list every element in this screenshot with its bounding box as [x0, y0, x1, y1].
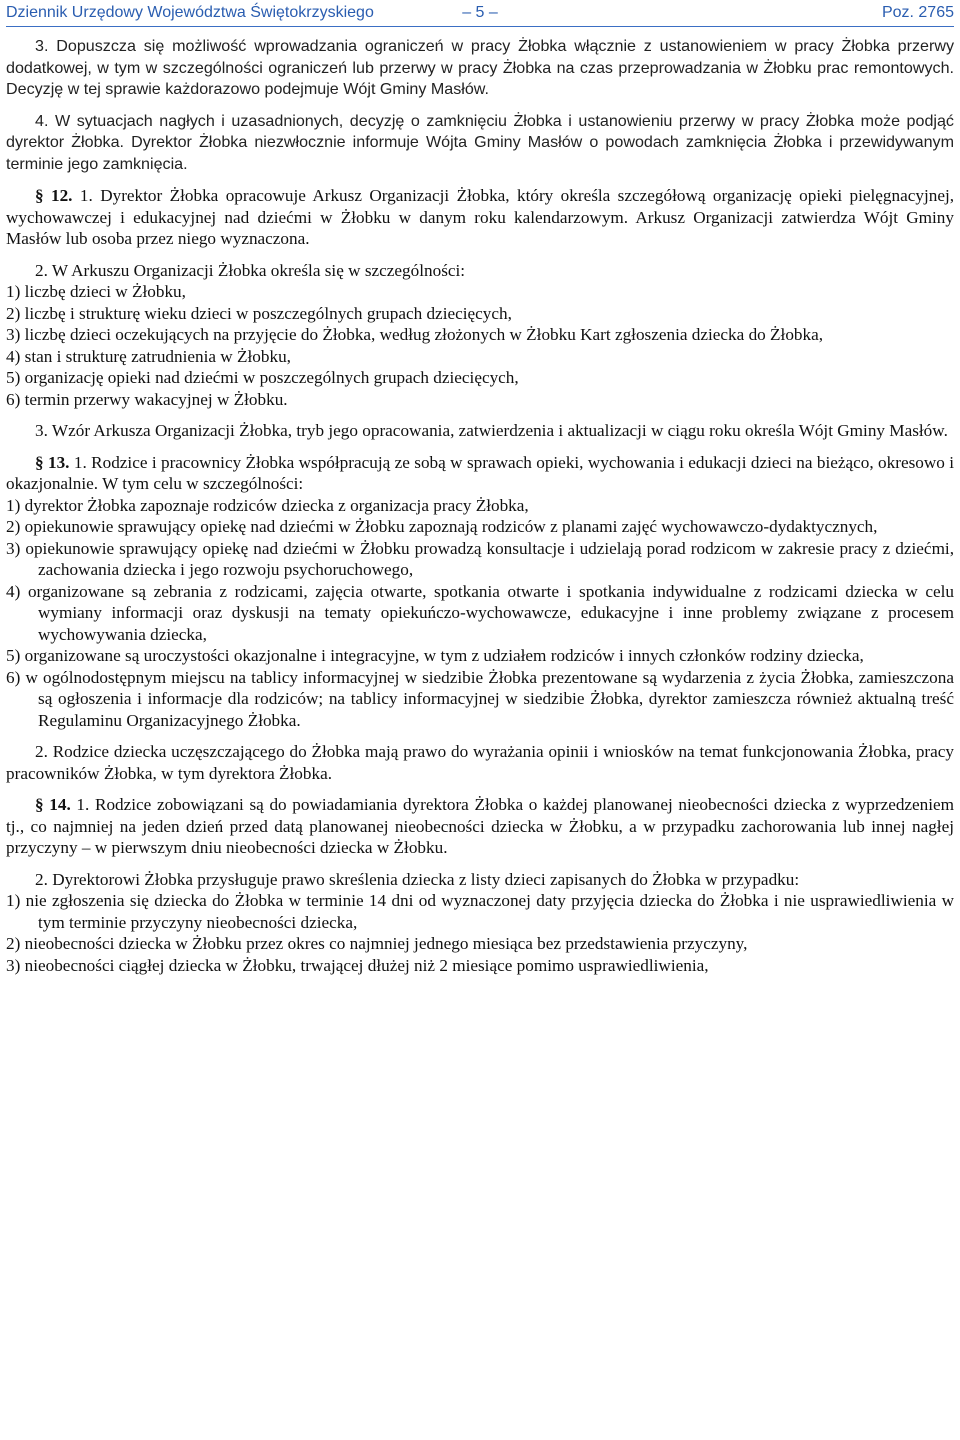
section-13-paragraph-1: [6, 452, 954, 495]
list-item-number: 3): [6, 538, 21, 558]
list-item: [6, 890, 954, 933]
list-item-text: organizowane są uroczystości okazjonalne i integracyjne, w tym z udziałem rodziców i innych członków rodziny dziecka,: [24, 646, 864, 665]
list-item-number: 2): [6, 934, 21, 953]
section-12-paragraph-2: [6, 260, 954, 282]
list-item-number: 2): [6, 303, 21, 323]
list-item: [6, 667, 954, 732]
page-number: – 5 –: [462, 4, 498, 21]
list-item-text: liczbę dzieci w Żłobku,: [24, 282, 186, 301]
list-item: [6, 367, 954, 389]
paragraph-text: Dyrektor Żłobka opracowuje Arkusz Organizacji Żłobka, który określa szczegółową organizację opieki pielęgnacyjnej, wychowawczej i edukacyjnej nad dziećmi w Żłobku w danym roku kalendarzowym. Arkusz Organizacji zatwierdza Wójt Gminy Masłów lub osoba przez niego wyznaczona.: [6, 186, 955, 248]
paragraph-text: Wzór Arkusza Organizacji Żłobka, tryb jego opracowania, zatwierdzenia i aktualizacji w ciągu roku określa Wójt Gminy Masłów.: [51, 421, 948, 440]
list-item: [6, 324, 954, 346]
section-number: § 12.: [35, 186, 73, 205]
list-item-number: 1): [6, 891, 21, 910]
section-number: § 14.: [35, 795, 71, 814]
list-item: [6, 538, 954, 581]
paragraph-s11-4: [6, 111, 954, 176]
paragraph-number: 1.: [76, 795, 90, 814]
list-item-text: organizowane są zebrania z rodzicami, zajęcia otwarte, spotkania otwarte i spotkania indywidualne z rodzicami dziecka w celu wymiany informacji oraz dyskusji na tematy opiekuńczo-wychowawcze, edukacyjne i inne problemy związane z procesem wychowywania dziecka,: [27, 581, 955, 644]
list-item-number: 1): [6, 282, 21, 301]
section-13-list: [6, 495, 954, 732]
list-item-number: 5): [6, 646, 21, 665]
paragraph-text: Rodzice dziecka uczęszczającego do Żłobka mają prawo do wyrażania opinii i wniosków na temat funkcjonowania Żłobka, pracy pracowników Żłobka, w tym dyrektora Żłobka.: [6, 742, 955, 783]
list-item-text: opiekunowie sprawujący opiekę nad dziećmi w Żłobku zapoznają rodziców z planami zajęć wychowawczo-dydaktycznych,: [24, 517, 878, 536]
paragraph-text: Rodzice zobowiązani są do powiadamiania dyrektora Żłobka o każdej planowanej nieobecności dziecka z wyprzedzeniem tj., co najmniej na jeden dzień przed datą planowanej nieobecności dziecka w Żłobku, a w przypadku zachorowania lub innej nagłej przyczyny – w pierwszym dniu nieobecności dziecka w Żłobku.: [6, 795, 955, 857]
list-item: [6, 933, 954, 955]
list-item-number: 6): [6, 389, 21, 409]
paragraph-text: Dyrektorowi Żłobka przysługuje prawo skreślenia dziecka z listy dzieci zapisanych do Żłobka w przypadku:: [52, 869, 800, 889]
list-item: [6, 281, 954, 303]
section-12-paragraph-3: [6, 420, 954, 442]
section-12-list: [6, 281, 954, 410]
document-body: [6, 27, 954, 976]
paragraph-number: 1.: [73, 452, 87, 472]
list-item: [6, 303, 954, 325]
section-14-list: [6, 890, 954, 976]
paragraph-number: 2.: [35, 260, 48, 280]
list-item-number: 2): [6, 517, 21, 536]
list-item-number: 6): [6, 667, 21, 687]
list-item-number: 1): [6, 495, 21, 515]
position-number: Poz. 2765: [881, 4, 954, 21]
paragraph-number: 2.: [35, 742, 48, 761]
list-item: [6, 495, 954, 517]
list-item-text: termin przerwy wakacyjnej w Żłobku.: [24, 389, 288, 409]
list-item: [6, 645, 954, 667]
list-item-text: stan i strukturę zatrudnienia w Żłobku,: [24, 346, 291, 366]
list-item-number: 3): [6, 325, 21, 344]
list-item-number: 5): [6, 368, 21, 387]
list-item: [6, 389, 954, 411]
list-item-text: liczbę dzieci oczekujących na przyjęcie do Żłobka, według złożonych w Żłobku Kart zgłoszenia dziecka do Żłobka,: [24, 325, 824, 344]
list-item: [6, 581, 954, 646]
list-item-text: opiekunowie sprawujący opiekę nad dziećmi w Żłobku prowadzą konsultacje i udzielają porad rodzicom w zakresie pracy z dziećmi, zachowania dziecka i jego rozwoju psychoruchowego,: [25, 538, 955, 579]
paragraph-number: 1.: [79, 186, 93, 205]
paragraph-s11-3: [6, 36, 954, 101]
list-item-number: 4): [6, 581, 21, 601]
section-13-paragraph-2: [6, 741, 954, 784]
paragraph-number: 3.: [35, 421, 48, 440]
paragraph-text: Dopuszcza się możliwość wprowadzania ograniczeń w pracy Żłobka włącznie z ustanowieniem w pracy Żłobka przerwy dodatkowej, w tym w szczególności ograniczeń lub przerwy w pracy Żłobka na czas przeprowadzania w Żłobku prac remontowych. Decyzję w tej sprawie każdorazowo podejmuje Wójt Gminy Masłów.: [6, 37, 954, 98]
list-item: [6, 516, 954, 538]
page-header: [6, 0, 954, 27]
paragraph-number: 3.: [35, 37, 49, 55]
list-item-number: 4): [6, 346, 21, 366]
paragraph-text: Rodzice i pracownicy Żłobka współpracują ze sobą w sprawach opieki, wychowania i edukacji dzieci na bieżąco, okresowo i okazjonalnie. W tym celu w szczególności:: [6, 452, 955, 493]
journal-title: Dziennik Urzędowy Województwa Świętokrzyskiego: [6, 4, 374, 21]
paragraph-number: 4.: [35, 111, 49, 130]
section-12-paragraph-1: [6, 185, 954, 250]
list-item: [6, 955, 954, 977]
section-number: § 13.: [35, 452, 70, 472]
section-14-paragraph-1: [6, 794, 954, 859]
list-item-text: organizację opieki nad dziećmi w poszczególnych grupach dziecięcych,: [24, 368, 519, 387]
list-item-number: 3): [6, 955, 21, 975]
paragraph-number: 2.: [35, 869, 48, 889]
list-item-text: dyrektor Żłobka zapoznaje rodziców dziecka z organizacja pracy Żłobka,: [24, 495, 529, 515]
list-item-text: w ogólnodostępnym miejscu na tablicy informacyjnej w siedzibie Żłobka prezentowane są wydarzenia z życia Żłobka, zamieszczona są ogłoszenia i informacje dla rodziców; na tablicy informacyjnej w siedzibie Żłobka, dyrektor zamieszcza również aktualną treść Regulaminu Organizacyjnego Żłobka.: [25, 667, 955, 730]
list-item-text: liczbę i strukturę wieku dzieci w poszczególnych grupach dziecięcych,: [24, 303, 512, 323]
paragraph-text: W sytuacjach nagłych i uzasadnionych, decyzję o zamknięciu Żłobka i ustanowieniu przerwy w pracy Żłobka może podjąć dyrektor Żłobka. Dyrektor Żłobka niezwłocznie informuje Wójta Gminy Masłów o powodach zamknięcia Żłobka i przewidywanym terminie jego zamknięcia.: [6, 111, 954, 173]
list-item-text: nie zgłoszenia się dziecka do Żłobka w terminie 14 dni od wyznaczonej daty przyjęcia dziecka do Żłobka i nie usprawiedliwienia w tym terminie przyczyny nieobecności dziecka,: [25, 891, 954, 932]
paragraph-text: W Arkuszu Organizacji Żłobka określa się w szczególności:: [51, 260, 466, 280]
list-item: [6, 346, 954, 368]
list-item-text: nieobecności dziecka w Żłobku przez okres co najmniej jednego miesiąca bez przedstawienia przyczyny,: [24, 934, 748, 953]
list-item-text: nieobecności ciągłej dziecka w Żłobku, trwającej dłużej niż 2 miesiące pomimo usprawiedliwienia,: [24, 955, 709, 975]
section-14-paragraph-2: [6, 869, 954, 891]
